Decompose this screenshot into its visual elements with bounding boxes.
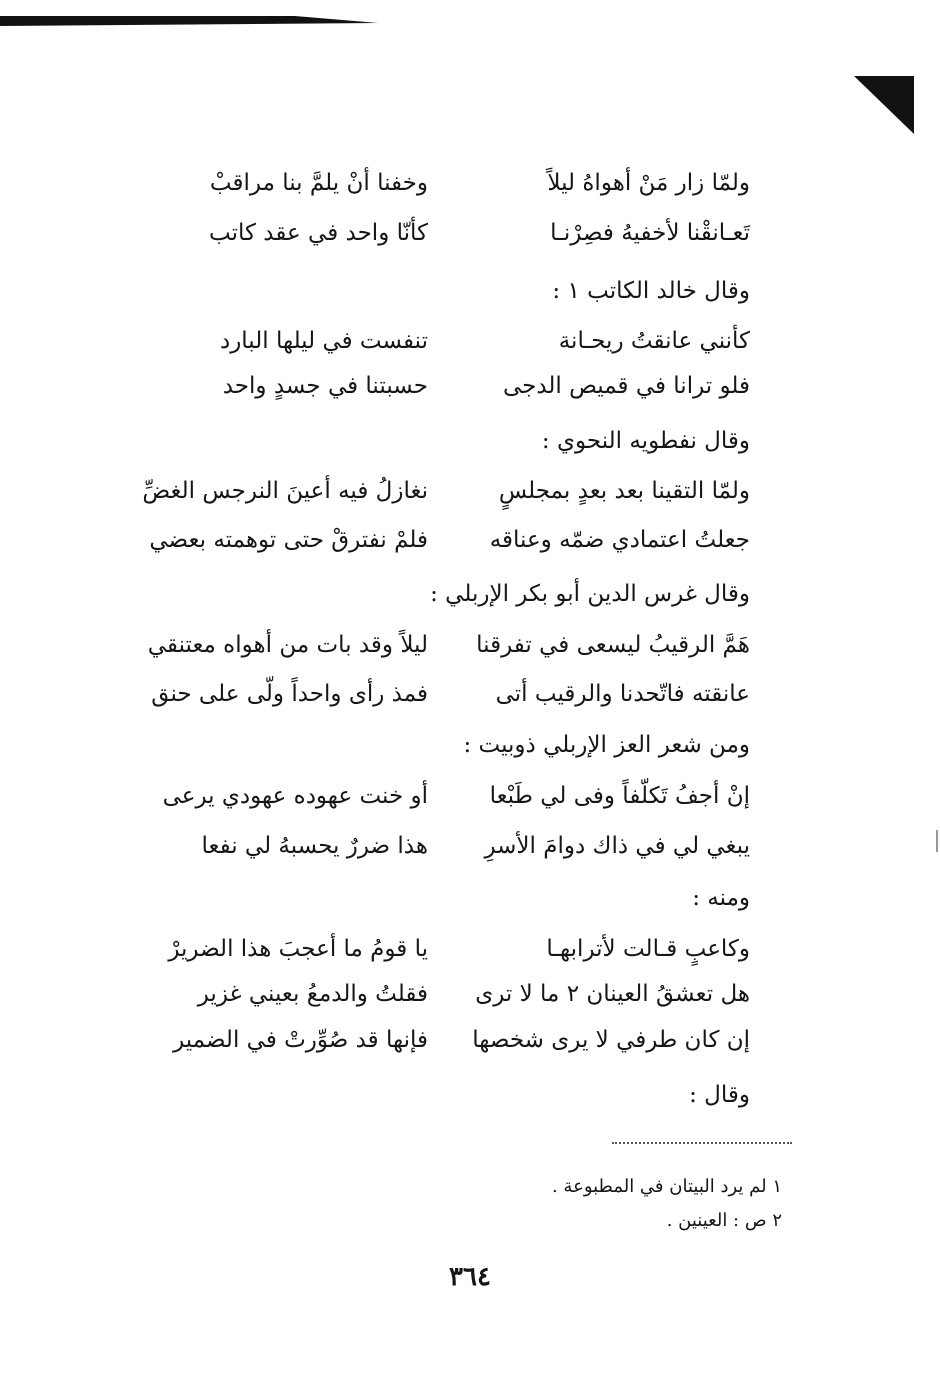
- verse-second-hemistich: يا قومُ ما أعجبَ هذا الضريرْ: [168, 936, 428, 962]
- verse: [150, 210, 760, 256]
- verse-first-hemistich: ولمّا التقينا بعد بعدٍ بمجلسٍ: [498, 478, 750, 504]
- verse-first-hemistich: إنْ أجفُ تَكلّفاً وفى لي طَبْعا: [489, 783, 750, 809]
- section-intro: وقال غرس الدين أبو بكر الإربلي :: [430, 581, 750, 607]
- page-number: ٣٦٤: [449, 1262, 491, 1292]
- section-intro: ومنه :: [692, 885, 750, 911]
- verse: [150, 971, 760, 1017]
- verse-second-hemistich: فمذ رأى واحداً ولّى على حنق: [151, 681, 428, 707]
- section-intro: وقال نفطويه النحوي :: [541, 428, 750, 454]
- verse-first-hemistich: فلو ترانا في قميص الدجى: [502, 373, 750, 399]
- footnote-2: ٢ ص : العينين .: [666, 1210, 782, 1231]
- footnote-1: ١ لم يرد البيتان في المطبوعة .: [551, 1176, 782, 1197]
- verse: [150, 160, 760, 206]
- verse: [147, 622, 760, 668]
- verse-second-hemistich: أو خنت عهوده عهودي يرعى: [162, 783, 428, 809]
- verse: [150, 318, 760, 364]
- verse-first-hemistich: عانقته فاتّحدنا والرقيب أتى: [495, 681, 750, 707]
- verse: [150, 517, 760, 563]
- verse-first-hemistich: إن كان طرفي لا يرى شخصها: [472, 1027, 750, 1053]
- verse-first-hemistich: هَمَّ الرقيبُ ليسعى في تفرقنا: [476, 632, 750, 658]
- verse-second-hemistich: نغازلُ فيه أعينَ النرجس الغضِّ: [142, 478, 428, 504]
- verse-second-hemistich: ليلاً وقد بات من أهواه معتنقي: [147, 632, 428, 658]
- verse-first-hemistich: ولمّا زار مَنْ أهواهُ ليلاً: [547, 170, 750, 196]
- verse-first-hemistich: هل تعشقُ العينان ٢ ما لا ترى: [475, 981, 750, 1007]
- verse-second-hemistich: فإنها قد صُوِّرتْ في الضمير: [173, 1027, 428, 1053]
- verse-second-hemistich: وخفنا أنْ يلمَّ بنا مراقبْ: [209, 170, 428, 196]
- section-intro: ومن شعر العز الإربلي ذوبيت :: [463, 732, 750, 758]
- section-intro: وقال خالد الكاتب ١ :: [552, 278, 750, 304]
- verse-second-hemistich: فلمْ نفترقْ حتى توهمته بعضي: [149, 527, 428, 553]
- section-intro: وقال :: [689, 1082, 750, 1108]
- verse-second-hemistich: حسبتنا في جسدٍ واحد: [222, 373, 428, 399]
- verse-first-hemistich: وكاعبٍ قـالت لأترابهـا: [546, 936, 750, 962]
- verse-first-hemistich: جعلتُ اعتمادي ضمّه وعناقه: [489, 527, 750, 553]
- verse-second-hemistich: هذا ضررٌ يحسبهُ لي نفعا: [201, 833, 428, 859]
- top-rule: [0, 16, 378, 26]
- corner-mark: [854, 76, 914, 134]
- verse-first-hemistich: يبغي لي في ذاك دوامَ الأسرِ: [484, 833, 750, 859]
- verse: [142, 468, 760, 514]
- verse-second-hemistich: تنفست في ليلها البارد: [219, 328, 428, 354]
- verse: [150, 671, 760, 717]
- verse: [150, 773, 760, 819]
- verse-first-hemistich: تَعـانقْنا لأخفيهُ فصِرْنـا: [550, 220, 750, 246]
- verse: [150, 363, 760, 409]
- verse-second-hemistich: فقلتُ والدمعُ بعيني غزير: [197, 981, 428, 1007]
- verse: [150, 926, 760, 972]
- footnote-separator: [612, 1142, 792, 1144]
- verse-second-hemistich: كأنّا واحد في عقد كاتب: [209, 220, 428, 246]
- verse: [150, 1017, 760, 1063]
- verse: [150, 823, 760, 869]
- margin-tick: [936, 830, 938, 852]
- verse-first-hemistich: كأنني عانقتُ ريحـانة: [558, 328, 750, 354]
